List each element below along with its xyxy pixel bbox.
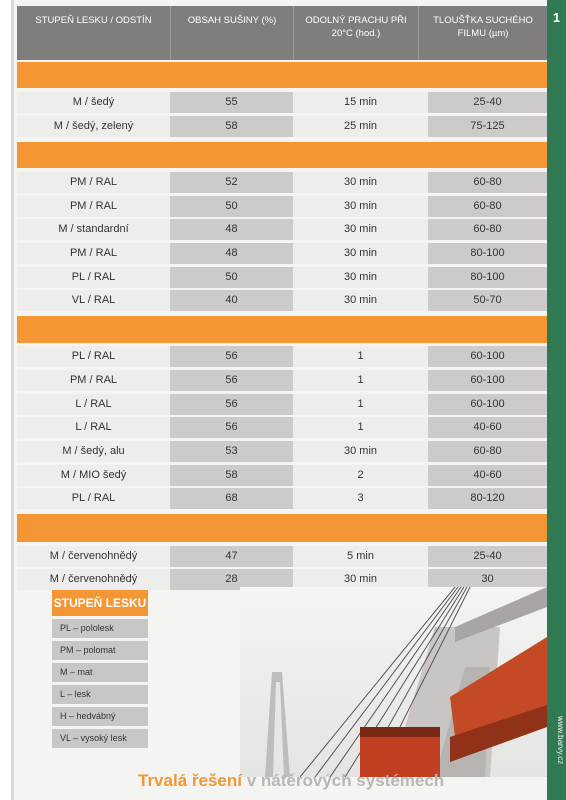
- solids-cell: 68: [170, 488, 293, 509]
- dust-dry-cell: 2: [293, 465, 428, 486]
- film-thickness-cell: 60-80: [428, 441, 547, 462]
- table-row: [17, 441, 547, 462]
- dust-dry-cell: 30 min: [293, 196, 428, 217]
- header-gloss: STUPEŇ LESKU / ODSTÍN: [17, 6, 170, 60]
- dust-dry-cell: 30 min: [293, 290, 428, 311]
- table-row: [17, 465, 547, 486]
- page-number: 1: [552, 10, 561, 25]
- film-thickness-cell: 25-40: [428, 546, 547, 567]
- gloss-cell: L / RAL: [17, 394, 170, 415]
- film-thickness-cell: 80-120: [428, 488, 547, 509]
- dust-dry-cell: 1: [293, 346, 428, 367]
- footer-slogan-part1: Trvalá řešení: [138, 771, 242, 790]
- gloss-cell: PL / RAL: [17, 346, 170, 367]
- table-row: [17, 116, 547, 137]
- solids-cell: 48: [170, 219, 293, 240]
- legend-title: STUPEŇ LESKU: [52, 590, 148, 616]
- solids-cell: 50: [170, 267, 293, 288]
- header-dust-dry: ODOLNÝ PRACHU PŘI 20°C (hod.): [293, 6, 418, 60]
- legend-item: PL – pololesk: [52, 619, 148, 638]
- legend-item: L – lesk: [52, 685, 148, 704]
- page-binding-edge: [11, 0, 14, 800]
- table-row: [17, 546, 547, 567]
- dust-dry-cell: 30 min: [293, 219, 428, 240]
- gloss-cell: M / červenohnědý: [17, 546, 170, 567]
- solids-cell: 28: [170, 569, 293, 590]
- table-row: [17, 219, 547, 240]
- gloss-cell: L / RAL: [17, 417, 170, 438]
- solids-cell: 56: [170, 417, 293, 438]
- table-header: [17, 6, 547, 60]
- footer-slogan: [138, 771, 444, 791]
- film-thickness-cell: 40-60: [428, 417, 547, 438]
- film-thickness-cell: 60-80: [428, 172, 547, 193]
- side-url: www.barvy.cz: [556, 715, 565, 765]
- gloss-cell: PL / RAL: [17, 267, 170, 288]
- film-thickness-cell: 60-80: [428, 219, 547, 240]
- film-thickness-cell: 60-100: [428, 394, 547, 415]
- header-film-thickness: TLOUŠŤKA SUCHÉHO FILMU (µm): [418, 6, 547, 60]
- film-thickness-cell: 60-80: [428, 196, 547, 217]
- film-thickness-cell: 80-100: [428, 267, 547, 288]
- dust-dry-cell: 30 min: [293, 243, 428, 264]
- table-row: [17, 92, 547, 113]
- section-band: [17, 316, 547, 343]
- solids-cell: 40: [170, 290, 293, 311]
- dust-dry-cell: 3: [293, 488, 428, 509]
- table-row: [17, 346, 547, 367]
- film-thickness-cell: 40-60: [428, 465, 547, 486]
- solids-cell: 56: [170, 370, 293, 391]
- solids-cell: 55: [170, 92, 293, 113]
- gloss-cell: M / červenohnědý: [17, 569, 170, 590]
- legend-item: PM – polomat: [52, 641, 148, 660]
- dust-dry-cell: 30 min: [293, 172, 428, 193]
- table-row: [17, 243, 547, 264]
- dust-dry-cell: 1: [293, 417, 428, 438]
- solids-cell: 47: [170, 546, 293, 567]
- section-band: [17, 62, 547, 88]
- film-thickness-cell: 75-125: [428, 116, 547, 137]
- gloss-cell: PL / RAL: [17, 488, 170, 509]
- gloss-cell: PM / RAL: [17, 370, 170, 391]
- solids-cell: 58: [170, 116, 293, 137]
- dust-dry-cell: 30 min: [293, 569, 428, 590]
- gloss-cell: M / šedý, zelený: [17, 116, 170, 137]
- solids-cell: 48: [170, 243, 293, 264]
- dust-dry-cell: 1: [293, 370, 428, 391]
- legend-item: H – hedvábný: [52, 707, 148, 726]
- film-thickness-cell: 80-100: [428, 243, 547, 264]
- header-solids: OBSAH SUŠINY (%): [170, 6, 293, 60]
- section-band: [17, 142, 547, 168]
- table-row: [17, 196, 547, 217]
- table-row: [17, 172, 547, 193]
- solids-cell: 56: [170, 394, 293, 415]
- dust-dry-cell: 5 min: [293, 546, 428, 567]
- solids-cell: 58: [170, 465, 293, 486]
- gloss-cell: M / standardní: [17, 219, 170, 240]
- section-band: [17, 514, 547, 542]
- gloss-legend: [52, 590, 148, 748]
- footer-slogan-part2: v nátěrových systémech: [246, 771, 445, 790]
- gloss-cell: PM / RAL: [17, 172, 170, 193]
- dust-dry-cell: 1: [293, 394, 428, 415]
- table-row: [17, 488, 547, 509]
- table-row: [17, 290, 547, 311]
- film-thickness-cell: 30: [428, 569, 547, 590]
- bridge-photo: [240, 587, 547, 777]
- solids-cell: 52: [170, 172, 293, 193]
- table-row: [17, 267, 547, 288]
- gloss-cell: PM / RAL: [17, 243, 170, 264]
- dust-dry-cell: 25 min: [293, 116, 428, 137]
- dust-dry-cell: 30 min: [293, 441, 428, 462]
- gloss-cell: M / šedý: [17, 92, 170, 113]
- gloss-cell: VL / RAL: [17, 290, 170, 311]
- dust-dry-cell: 15 min: [293, 92, 428, 113]
- solids-cell: 50: [170, 196, 293, 217]
- legend-item: M – mat: [52, 663, 148, 682]
- table-row: [17, 417, 547, 438]
- legend-item: VL – vysoký lesk: [52, 729, 148, 748]
- gloss-cell: M / MIO šedý: [17, 465, 170, 486]
- solids-cell: 56: [170, 346, 293, 367]
- film-thickness-cell: 60-100: [428, 346, 547, 367]
- film-thickness-cell: 50-70: [428, 290, 547, 311]
- film-thickness-cell: 60-100: [428, 370, 547, 391]
- table-row: [17, 370, 547, 391]
- dust-dry-cell: 30 min: [293, 267, 428, 288]
- solids-cell: 53: [170, 441, 293, 462]
- table-row: [17, 394, 547, 415]
- film-thickness-cell: 25-40: [428, 92, 547, 113]
- gloss-cell: PM / RAL: [17, 196, 170, 217]
- gloss-cell: M / šedý, alu: [17, 441, 170, 462]
- right-sidebar: [547, 0, 566, 800]
